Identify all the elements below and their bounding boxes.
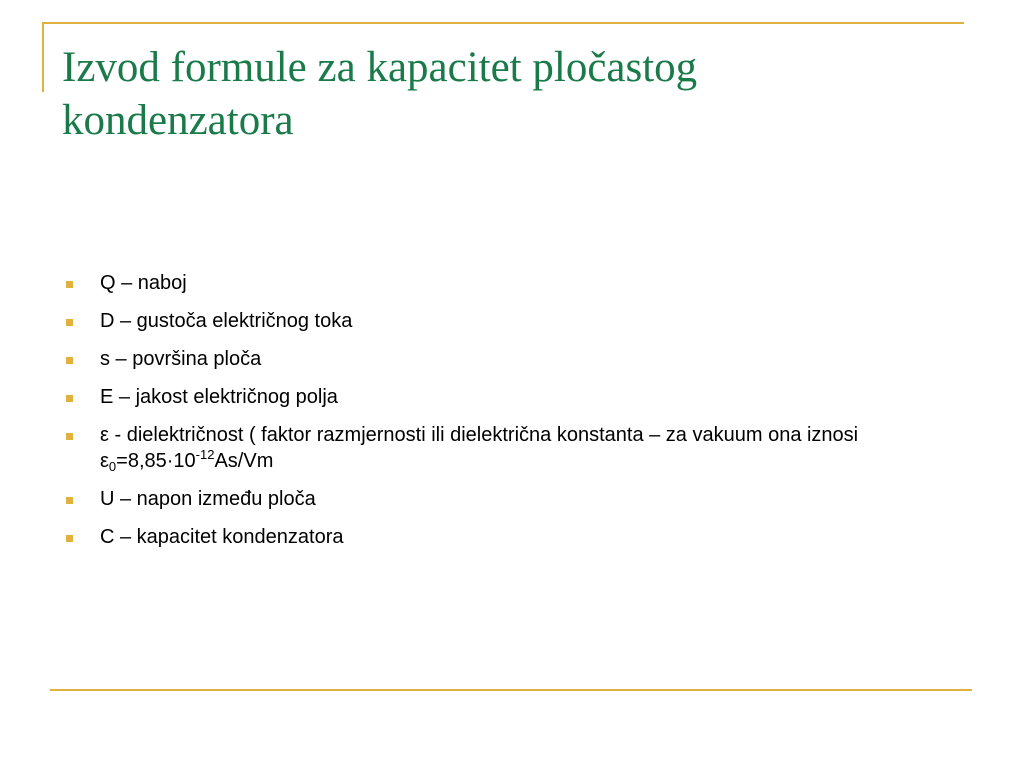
square-bullet-icon bbox=[66, 395, 73, 402]
bullet-list bbox=[66, 270, 946, 562]
bullet-text: E – jakost električnog polja bbox=[100, 386, 338, 408]
slide-title-line-2: kondenzatora bbox=[62, 97, 294, 144]
slide-title-line-1: Izvod formule za kapacitet pločastog bbox=[62, 44, 698, 91]
epsilon-text-mid: =8,85·10 bbox=[116, 450, 196, 472]
epsilon-text-before: ε - dielektričnost ( faktor razmjernosti ili dielektrična konstanta – za vakuum ona iznosi ε bbox=[100, 424, 859, 472]
bullet-item-u bbox=[66, 486, 946, 512]
square-bullet-icon bbox=[66, 281, 73, 288]
epsilon-text-after: As/Vm bbox=[214, 450, 274, 472]
bullet-text: U – napon između ploča bbox=[100, 488, 316, 510]
bullet-item-d bbox=[66, 308, 946, 334]
square-bullet-icon bbox=[66, 535, 73, 542]
square-bullet-icon bbox=[66, 319, 73, 326]
epsilon-subscript: 0 bbox=[108, 459, 117, 474]
bullet-text-epsilon bbox=[100, 424, 858, 472]
square-bullet-icon bbox=[66, 497, 73, 504]
square-bullet-icon bbox=[66, 433, 73, 440]
slide-title bbox=[62, 41, 962, 147]
top-divider-line bbox=[42, 22, 964, 24]
bottom-divider-line bbox=[50, 689, 972, 691]
bullet-item-s bbox=[66, 346, 946, 372]
bullet-item-epsilon bbox=[66, 422, 946, 474]
bullet-item-q bbox=[66, 270, 946, 296]
bullet-item-c bbox=[66, 524, 946, 550]
square-bullet-icon bbox=[66, 357, 73, 364]
left-divider-line bbox=[42, 22, 44, 92]
bullet-item-e bbox=[66, 384, 946, 410]
bullet-text: C – kapacitet kondenzatora bbox=[100, 526, 344, 548]
bullet-text: s – površina ploča bbox=[100, 348, 262, 370]
epsilon-superscript: -12 bbox=[195, 447, 215, 462]
bullet-text: Q – naboj bbox=[100, 272, 187, 294]
bullet-text: D – gustoča električnog toka bbox=[100, 310, 353, 332]
